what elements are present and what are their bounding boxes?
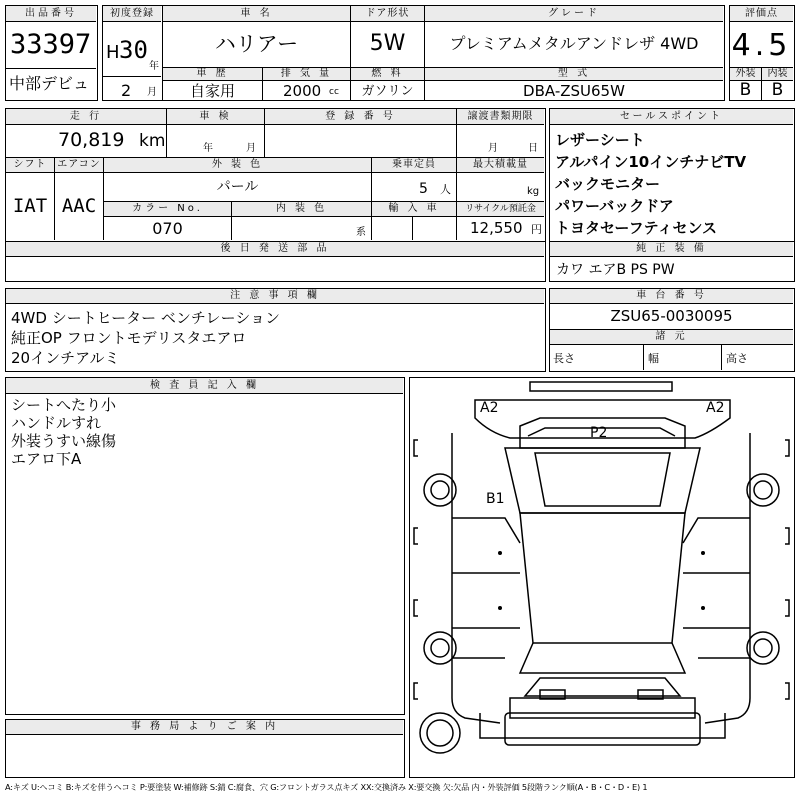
shift-label: シフト	[6, 158, 54, 172]
damage-mark-a2-left: A2	[480, 400, 499, 416]
equipment-value: カワ エアB PS PW	[556, 262, 675, 278]
year-unit: 年	[149, 61, 159, 72]
grade-label: グレード	[425, 6, 723, 21]
exterior-grade-label: 外装	[730, 68, 761, 80]
equipment-label: 純 正 装 備	[550, 242, 793, 256]
chassis-number: ZSU65-0030095	[610, 306, 733, 325]
score-box	[729, 5, 795, 101]
fuel-label: 燃 料	[351, 68, 424, 80]
details-box	[5, 108, 546, 242]
max-load-label: 最大積載量	[457, 158, 544, 172]
plate-number-label: 登 録 番 号	[265, 109, 456, 124]
transfer-month-unit: 月	[488, 143, 498, 154]
exterior-color: パール	[216, 179, 259, 195]
registration-year: 30	[119, 36, 148, 64]
shift-type: IAT	[12, 195, 48, 217]
model-label: 型 式	[425, 68, 723, 80]
month-unit: 月	[147, 87, 157, 98]
specs-label: 諸 元	[550, 330, 793, 344]
transfer-deadline-label: 譲渡書類期限	[457, 109, 544, 124]
sales-points-label: セールスポイント	[550, 109, 793, 124]
office-label: 事 務 局 よ り ご 案 内	[6, 720, 403, 734]
damage-mark-p2: P2	[590, 425, 608, 441]
exterior-color-label: 外 装 色	[104, 158, 371, 172]
car-name-label: 車 名	[163, 6, 350, 21]
score-label: 評価点	[730, 6, 793, 21]
interior-color-label: 内 装 色	[232, 202, 371, 216]
inspector-note: 外装うすい線傷	[11, 432, 117, 450]
lot-number-label: 出品番号	[6, 6, 96, 21]
damage-mark-b1: B1	[486, 491, 505, 507]
capacity-unit: 人	[440, 183, 451, 196]
km-unit: km	[139, 131, 166, 151]
inspector-note: シートへたり小	[11, 396, 117, 414]
interior-grade-label: 内装	[762, 68, 793, 80]
note-line: 純正OP フロントモデリスタエアロ	[11, 329, 247, 347]
lot-box	[5, 5, 98, 101]
lot-number: 33397	[10, 29, 92, 60]
notes-label: 注 意 事 項 欄	[6, 289, 544, 303]
displacement: 2000	[283, 82, 322, 100]
displacement-label: 排 気 量	[263, 68, 350, 80]
sales-points-list	[555, 129, 746, 239]
door-label: ドア形状	[351, 6, 424, 21]
registration-month: 2	[121, 81, 132, 100]
recycle-deposit: 12,550	[470, 219, 523, 237]
ac-label: エアコン	[55, 158, 103, 172]
equipment-box	[549, 241, 795, 282]
later-parts-box	[5, 241, 546, 282]
model-code: DBA-ZSU65W	[523, 81, 625, 100]
damage-diagram-box	[409, 377, 795, 778]
inspection-year-unit: 年	[203, 143, 213, 154]
inspector-note: エアロ下A	[11, 450, 82, 468]
width-label: 幅	[648, 352, 659, 365]
sales-point: アルパイン10インチナビTV	[555, 153, 747, 171]
interior-color-suffix: 系	[356, 227, 366, 238]
chassis-number-label: 車 台 番 号	[550, 289, 793, 303]
sales-point: レザーシート	[555, 131, 645, 149]
notes-list	[11, 308, 280, 368]
registration-box	[102, 5, 163, 101]
yen-unit: 円	[531, 223, 542, 236]
era: H	[106, 42, 120, 63]
color-number-label: カラー No.	[104, 202, 231, 216]
capacity-label: 乗車定員	[372, 158, 456, 172]
door-type: 5W	[369, 31, 406, 56]
inspector-label: 検 査 員 記 入 欄	[6, 378, 403, 393]
first-registration-label: 初度登録	[103, 6, 161, 21]
interior-grade: B	[771, 80, 784, 100]
inspector-box	[5, 377, 405, 715]
damage-mark-a2-right: A2	[706, 400, 725, 416]
sales-point: トヨタセーフティセンス	[555, 219, 718, 237]
cc-unit: cc	[329, 87, 339, 97]
car-name: ハリアー	[214, 31, 299, 56]
history-label: 車 歴	[163, 68, 262, 80]
capacity: 5	[419, 181, 428, 197]
grade: プレミアムメタルアンドレザ 4WD	[449, 34, 699, 53]
mileage-label: 走 行	[6, 109, 166, 124]
vehicle-info-box	[162, 5, 725, 101]
legend: A:キズ U:ヘコミ B:キズを伴うヘコミ P:要塗装 W:補修跡 S:錆 C:腐食、穴 G:フロントガラス点キズ XX:交換済み X:要交換 欠:欠品 内・外装評価 5段階ランク順(A・B・C・D・E) 1	[5, 783, 648, 792]
inspector-note: ハンドルすれ	[11, 414, 102, 432]
note-line: 4WD シートヒーター ベンチレーション	[11, 309, 280, 327]
fuel-type: ガソリン	[361, 83, 414, 99]
inspector-notes	[11, 396, 116, 468]
sales-point: パワーバックドア	[555, 197, 674, 215]
transfer-day-unit: 日	[528, 143, 538, 154]
exterior-grade: B	[739, 80, 752, 100]
inspection-label: 車 検	[167, 109, 264, 124]
length-label: 長さ	[553, 352, 575, 365]
overall-score: 4.5	[731, 28, 792, 63]
inspection-month-unit: 月	[246, 143, 256, 154]
note-line: 20インチアルミ	[11, 349, 120, 367]
height-label: 高さ	[726, 352, 748, 365]
later-parts-label: 後 日 発 送 部 品	[6, 242, 544, 256]
sales-point: バックモニター	[555, 175, 661, 193]
auction-region: 中部デビュ	[9, 74, 90, 93]
color-number: 070	[152, 218, 183, 238]
sales-points-box	[549, 108, 795, 242]
ac-type: AAC	[61, 195, 97, 217]
vehicle-history: 自家用	[189, 81, 235, 100]
recycle-deposit-label: リサイクル預託金	[457, 202, 544, 216]
chassis-box	[549, 288, 795, 372]
notes-box	[5, 288, 546, 372]
kg-unit: kg	[527, 186, 540, 197]
office-box	[5, 719, 405, 778]
import-car-label: 輸 入 車	[372, 202, 456, 216]
mileage: 70,819	[58, 129, 125, 151]
